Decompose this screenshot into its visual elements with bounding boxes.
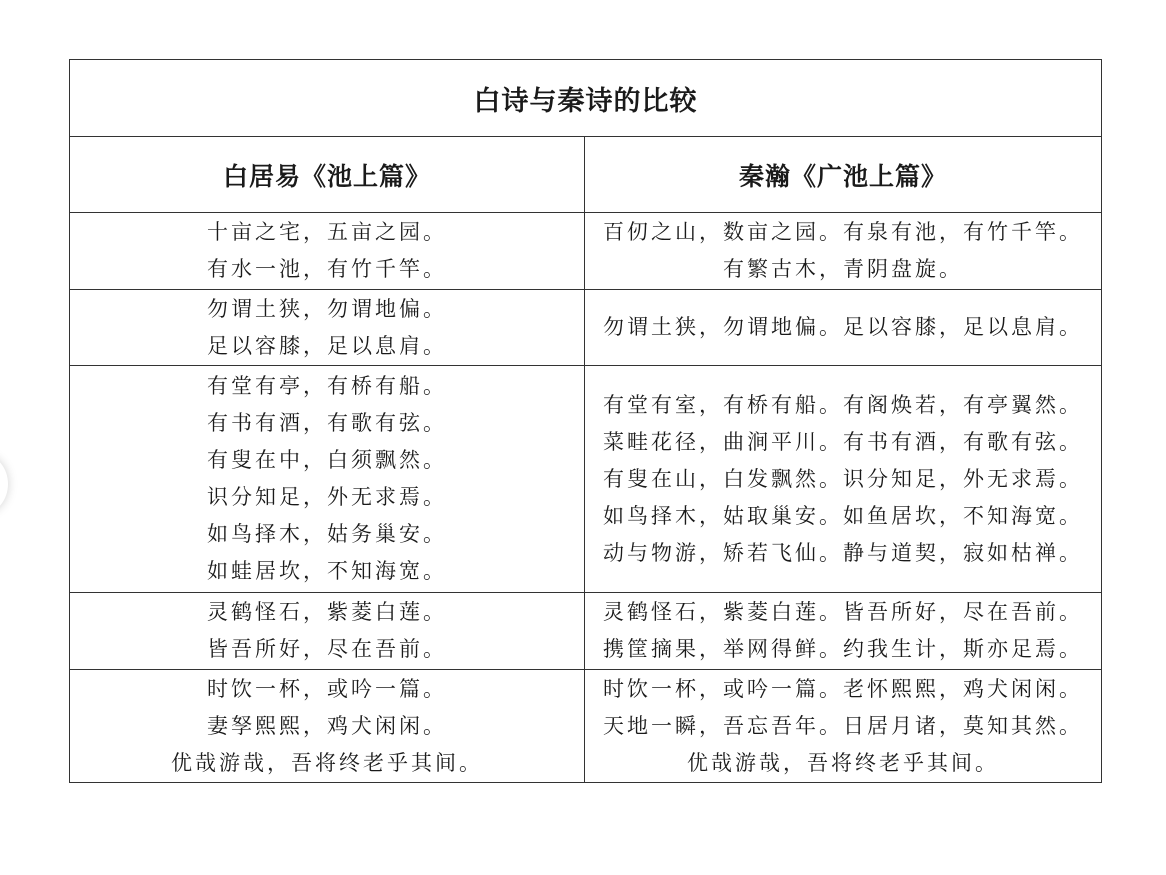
verse-line: 天地一瞬，吾忘吾年。日居月诸，莫知其然。 xyxy=(603,713,1083,738)
verse-line: 灵鹤怪石，紫菱白莲。 xyxy=(207,600,447,624)
table-row xyxy=(70,593,1102,670)
verse-line: 皆吾所好，尽在吾前。 xyxy=(207,637,447,661)
table-row xyxy=(70,670,1102,783)
verse-line: 妻孥熙熙，鸡犬闲闲。 xyxy=(207,713,447,738)
table-row xyxy=(70,366,1102,593)
verse-line: 携筐摘果，举网得鲜。约我生计，斯亦足焉。 xyxy=(603,637,1083,661)
right-cell xyxy=(585,593,1102,670)
column-header-left: 白居易《池上篇》 xyxy=(70,137,585,213)
verse-line: 有书有酒，有歌有弦。 xyxy=(207,411,447,435)
verse-line: 有堂有亭，有桥有船。 xyxy=(207,374,447,398)
verse-line: 识分知足，外无求焉。 xyxy=(207,485,447,509)
left-cell xyxy=(70,290,585,366)
right-cell xyxy=(585,213,1102,290)
comparison-table xyxy=(69,59,1102,783)
verse-line: 如鸟择木，姑务巢安。 xyxy=(207,522,447,546)
left-cell xyxy=(70,670,585,783)
table-title: 白诗与秦诗的比较 xyxy=(70,60,1102,137)
verse-line: 勿谓土狭，勿谓地偏。足以容膝，足以息肩。 xyxy=(603,315,1083,339)
verse-line: 菜畦花径，曲涧平川。有书有酒，有歌有弦。 xyxy=(603,429,1083,454)
verse-line: 优哉游哉，吾将终老乎其间。 xyxy=(171,750,483,775)
header-row xyxy=(70,137,1102,213)
verse-line: 动与物游，矫若飞仙。静与道契，寂如枯禅。 xyxy=(603,540,1083,565)
table-row xyxy=(70,290,1102,366)
right-cell xyxy=(585,366,1102,593)
verse-line: 百仞之山，数亩之园。有泉有池，有竹千竿。 xyxy=(603,220,1083,244)
left-cell xyxy=(70,366,585,593)
scroll-edge-handle xyxy=(0,455,8,513)
title-row xyxy=(70,60,1102,137)
verse-line: 优哉游哉，吾将终老乎其间。 xyxy=(687,750,999,775)
verse-line: 有水一池，有竹千竿。 xyxy=(207,257,447,281)
verse-line: 勿谓土狭，勿谓地偏。 xyxy=(207,296,447,321)
verse-line: 时饮一杯，或吟一篇。 xyxy=(207,676,447,701)
verse-line: 灵鹤怪石，紫菱白莲。皆吾所好，尽在吾前。 xyxy=(603,600,1083,624)
left-cell xyxy=(70,213,585,290)
verse-line: 有堂有室，有桥有船。有阁焕若，有亭翼然。 xyxy=(603,392,1083,417)
verse-line: 有叟在山，白发飘然。识分知足，外无求焉。 xyxy=(603,466,1083,491)
right-cell xyxy=(585,670,1102,783)
left-cell xyxy=(70,593,585,670)
verse-line: 如鸟择木，姑取巢安。如鱼居坎，不知海宽。 xyxy=(603,503,1083,528)
right-cell xyxy=(585,290,1102,366)
verse-line: 十亩之宅，五亩之园。 xyxy=(207,220,447,244)
column-header-right: 秦瀚《广池上篇》 xyxy=(585,137,1102,213)
verse-line: 足以容膝，足以息肩。 xyxy=(207,333,447,358)
verse-line: 时饮一杯，或吟一篇。老怀熙熙，鸡犬闲闲。 xyxy=(603,676,1083,701)
verse-line: 有叟在中，白须飘然。 xyxy=(207,448,447,472)
table-row xyxy=(70,213,1102,290)
verse-line: 有繁古木，青阴盘旋。 xyxy=(723,257,963,281)
verse-line: 如蛙居坎，不知海宽。 xyxy=(207,559,447,583)
